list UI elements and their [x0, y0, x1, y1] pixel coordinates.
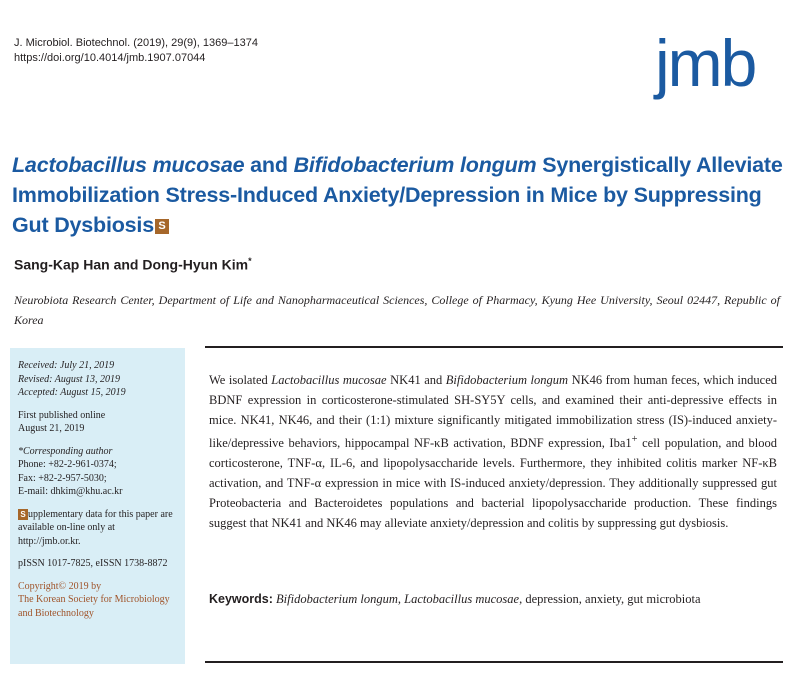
first-published-label: First published online [18, 409, 106, 421]
corresponding-label: *Corresponding author [18, 445, 113, 457]
abstract-seg: NK46 from human feces, which induced BDNF expression in corticosterone-stimulated SH-SY5Y cells, and examined their anti-depressive effects in mice. NK41, NK46, and their (1:1) mixture significantly mitigated immobilization stress (IS)-induced anxiety-like/depressive behaviors, hippocampal NF-κB activation, BDNF expression, Iba1 [209, 373, 777, 451]
fax-text: Fax: +82-2-957-5030; [18, 472, 107, 484]
abstract-seg: NK41 and [386, 373, 446, 387]
supplementary-icon[interactable]: S [155, 219, 169, 234]
supplementary-text: upplementary data for this paper are available on-line only at http://jmb.or.kr. [18, 508, 173, 547]
revised-date: Revised: August 13, 2019 [18, 373, 121, 385]
title-species-1: Lactobacillus mucosae [12, 153, 245, 177]
issn-text: pISSN 1017-7825, eISSN 1738-8872 [18, 558, 168, 569]
corresponding-mark: * [248, 256, 252, 266]
keyword-separator: , [397, 592, 405, 606]
abstract-seg: cell population, and blood corticosterone, TNF-α, IL-6, and lipopolysaccharide levels. Furthermore, they inhibited colitis marker NF-κB activation, and TNF-α expression in mice with IS-induced anxiety/depression. They additionally suppressed gut Proteobacteria and Bacteroidetes populations and bacterial lipopolysaccharide production. These findings suggest that NK41 and NK46 may alleviate anxiety/depression and colitis by suppressing gut dysbiosis. [209, 436, 778, 531]
citation-text: J. Microbiol. Biotechnol. (2019), 29(9), 1369–1374 [14, 37, 258, 49]
copyright-block [18, 580, 177, 621]
copyright-holder: The Korean Society for Microbiology and Biotechnology [18, 594, 170, 619]
author-list [14, 256, 252, 273]
title-rest: Synergistically Alleviate Immobilization Stress-Induced Anxiety/Depression in Mice by Suppressing Gut Dysbiosis [12, 153, 783, 237]
keywords-rest: , depression, anxiety, gut microbiota [519, 592, 701, 606]
abstract-text [209, 370, 777, 533]
abstract-superscript: + [631, 434, 638, 445]
abstract-seg: We isolated [209, 373, 272, 387]
author-names: Sang-Kap Han and Dong-Hyun Kim [14, 256, 249, 273]
supplementary-block [18, 508, 177, 549]
first-published-block [18, 409, 177, 436]
title-conjunction: and [244, 153, 294, 177]
keyword-2: Lactobacillus mucosae [404, 592, 520, 606]
email-text[interactable]: E-mail: dhkim@khu.ac.kr [18, 486, 123, 497]
supplementary-small-icon: S [18, 509, 28, 520]
accepted-date: Accepted: August 15, 2019 [18, 387, 126, 398]
keywords-line [209, 589, 777, 609]
doi-link[interactable]: https://doi.org/10.4014/jmb.1907.07044 [14, 52, 206, 64]
journal-citation-block [14, 36, 258, 66]
abstract-top-rule [205, 346, 783, 348]
article-title [12, 150, 787, 240]
title-species-2: Bifidobacterium longum [293, 153, 537, 177]
article-info-sidebar [10, 348, 185, 664]
correspondence-block [18, 445, 177, 499]
abstract-bottom-rule [205, 661, 783, 663]
first-published-date: August 21, 2019 [18, 423, 85, 434]
journal-logo: jmb [655, 26, 756, 100]
affiliation: Neurobiota Research Center, Department of Life and Nanopharmaceutical Sciences, College of Pharmacy, Kyung Hee University, Seoul 02447, Republic of Korea [14, 293, 780, 327]
received-date: Received: July 21, 2019 [18, 360, 115, 371]
abstract-species-2: Bifidobacterium longum [445, 373, 569, 387]
abstract-species-1: Lactobacillus mucosae [271, 373, 387, 387]
phone-text: Phone: +82-2-961-0374; [18, 459, 117, 470]
keyword-1: Bifidobacterium longum [276, 592, 398, 606]
dates-block [18, 359, 177, 400]
copyright-line: Copyright© 2019 by [18, 580, 102, 592]
keywords-label: Keywords: [209, 592, 273, 606]
